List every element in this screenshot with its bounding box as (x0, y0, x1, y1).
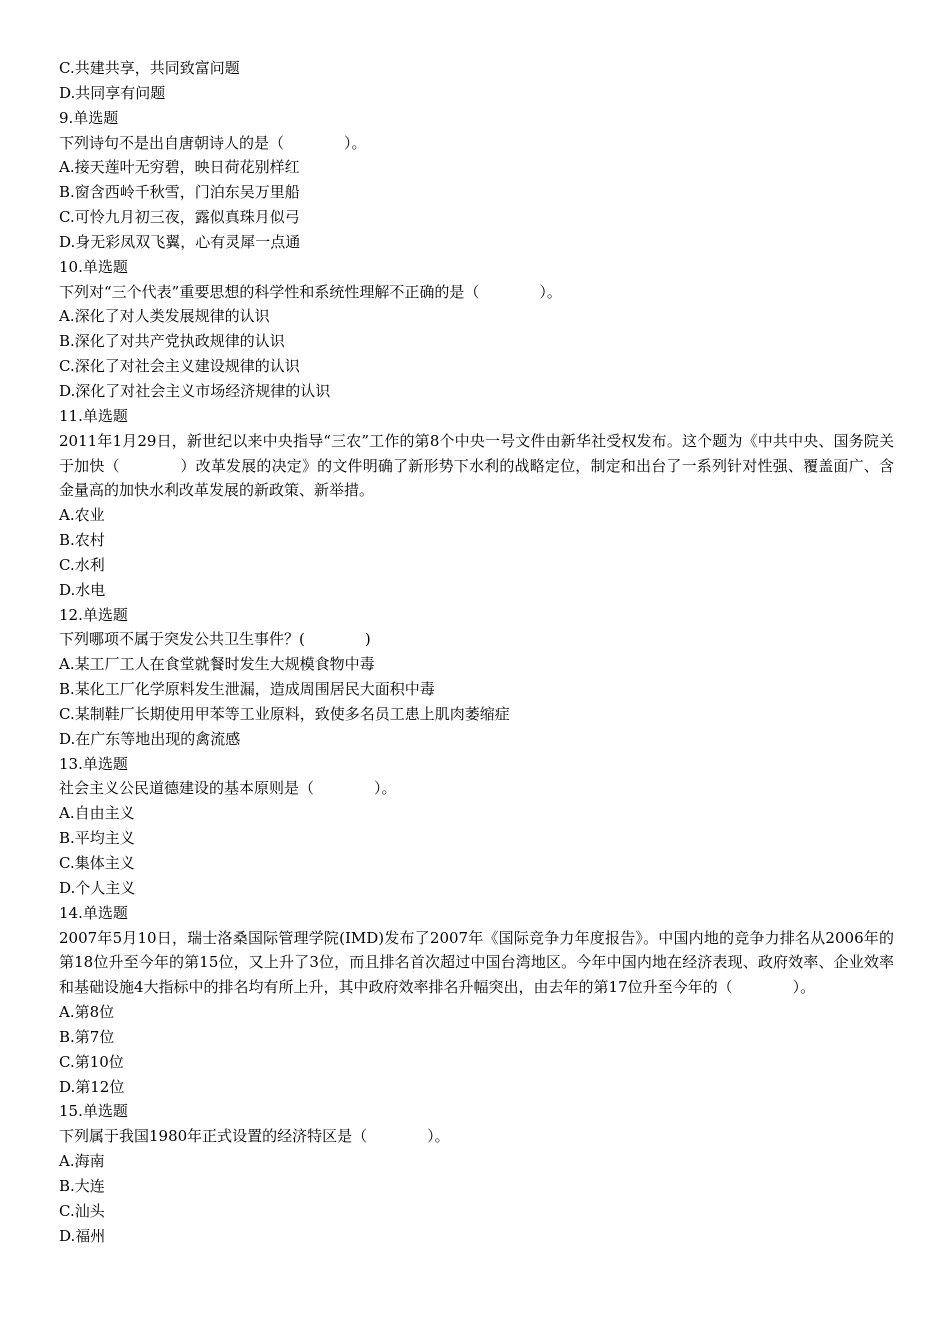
option-b: B.深化了对共产党执政规律的认识 (59, 332, 285, 351)
question-header: 9.单选题 (59, 108, 119, 127)
question-header: 13.单选题 (59, 754, 128, 773)
question-14 (59, 901, 894, 1100)
option-a: A.第8位 (59, 1003, 115, 1022)
question-12 (59, 603, 894, 752)
question-stem: 下列哪项不属于突发公共卫生事件？( ) (59, 630, 371, 649)
option-d: D.共同享有问题 (59, 83, 166, 102)
option-c: C.深化了对社会主义建设规律的认识 (59, 357, 300, 376)
option-c: C.共建共享，共同致富问题 (59, 59, 240, 77)
option-d: D.深化了对社会主义市场经济规律的认识 (59, 381, 331, 400)
question-stem: 2007年5月10日，瑞士洛桑国际管理学院(IMD)发布了2007年《国际竞争力年度报告》。中国内地的竞争力排名从2006年的第18位升至今年的第15位，又上升了3位，而且排名首次超过中国台湾地区。今年中国内地在经济表现、政府效率、企业效率和基础设施4大指标中的排名均有所上升，其中政府效率排名升幅突出，由去年的第17位升至今年的（ ）。 (59, 928, 894, 997)
question-document (59, 56, 894, 1249)
option-c: C.汕头 (59, 1201, 105, 1220)
option-c: C.可怜九月初三夜，露似真珠月似弓 (59, 208, 300, 227)
option-a: A.海南 (59, 1152, 105, 1171)
option-b: B.第7位 (59, 1027, 115, 1046)
question-stem: 下列诗句不是出自唐朝诗人的是（ ）。 (59, 133, 367, 152)
option-c: C.第10位 (59, 1052, 124, 1071)
option-d: D.水电 (59, 580, 106, 599)
option-a: A.深化了对人类发展规律的认识 (59, 307, 270, 326)
option-d: D.在广东等地出现的禽流感 (59, 729, 241, 748)
question-15 (59, 1099, 894, 1248)
option-d: D.身无彩凤双飞翼，心有灵犀一点通 (59, 232, 301, 251)
question-header: 14.单选题 (59, 903, 128, 922)
option-d: D.个人主义 (59, 878, 136, 897)
question-stem: 下列对“三个代表”重要思想的科学性和系统性理解不正确的是（ ）。 (59, 282, 562, 301)
question-9 (59, 106, 894, 255)
question-10 (59, 255, 894, 404)
option-a: A.接天莲叶无穷碧，映日荷花别样红 (59, 158, 300, 177)
option-c: C.某制鞋厂长期使用甲苯等工业原料，致使多名员工患上肌肉萎缩症 (59, 704, 510, 723)
option-b: B.大连 (59, 1176, 105, 1195)
question-11 (59, 404, 894, 603)
option-a: A.某工厂工人在食堂就餐时发生大规模食物中毒 (59, 655, 375, 674)
question-header: 10.单选题 (59, 257, 128, 276)
question-header: 12.单选题 (59, 605, 128, 624)
option-b: B.平均主义 (59, 829, 135, 848)
option-b: B.窗含西岭千秋雪，门泊东吴万里船 (59, 183, 300, 202)
option-d: D.第12位 (59, 1077, 125, 1096)
lead-options (59, 56, 894, 106)
option-a: A.农业 (59, 506, 105, 525)
option-b: B.某化工厂化学原料发生泄漏，造成周围居民大面积中毒 (59, 680, 435, 699)
question-stem: 社会主义公民道德建设的基本原则是（ ）。 (59, 779, 397, 798)
option-c: C.集体主义 (59, 854, 135, 872)
option-d: D.福州 (59, 1226, 106, 1245)
question-stem: 2011年1月29日，新世纪以来中央指导“三农”工作的第8个中央一号文件由新华社受权发布。这个题为《中共中央、国务院关于加快（ ）改革发展的决定》的文件明确了新形势下水利的战略定位，制定和出台了一系列针对性强、覆盖面广、含金量高的加快水利改革发展的新政策、新举措。 (59, 431, 894, 500)
question-header: 15.单选题 (59, 1102, 128, 1121)
option-c: C.水利 (59, 555, 105, 574)
question-13 (59, 752, 894, 901)
question-stem: 下列属于我国1980年正式设置的经济特区是（ ）。 (59, 1127, 450, 1146)
option-a: A.自由主义 (59, 804, 135, 823)
option-b: B.农村 (59, 531, 105, 550)
question-header: 11.单选题 (59, 406, 128, 425)
